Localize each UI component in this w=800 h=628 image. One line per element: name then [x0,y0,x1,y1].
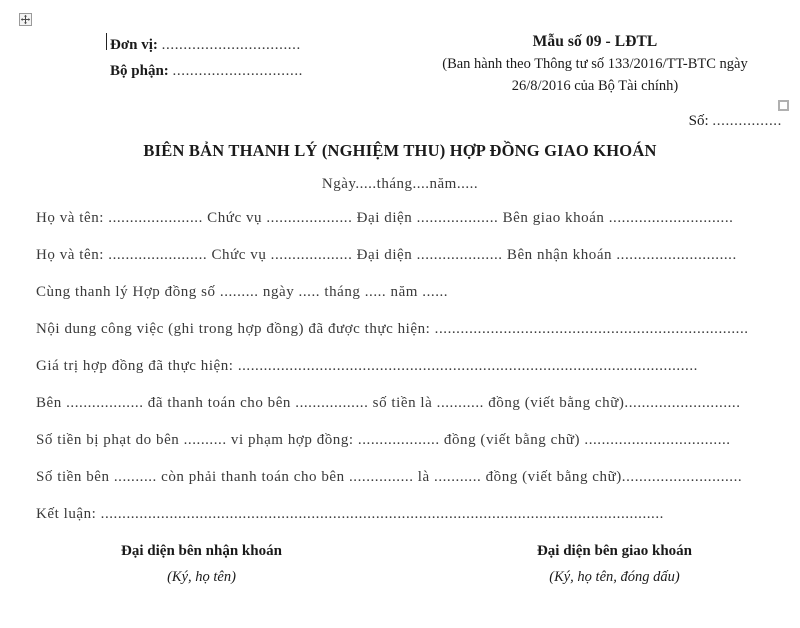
form-line-so-tien-con-phai-thanh-toan[interactable] [36,467,780,504]
form-line-ket-luan[interactable] [36,504,780,541]
unit-label: Đơn vị: [110,37,158,53]
department-fill-dots[interactable]: .............................. [172,63,304,79]
department-row [110,58,370,84]
form-line-text: Cùng thanh lý Hợp đồng số ......... ngày ..... tháng ..... năm ...... [36,284,449,300]
text-cursor [106,33,107,50]
form-line-text: Kết luận: ................................................................................................................................... [36,506,664,522]
form-line-text: Họ và tên: ...................... Chức vụ .................... Đại diện ................... Bên giao khoán ............................. [36,210,734,226]
form-line-so-tien-bi-phat[interactable] [36,430,780,467]
document-date-text[interactable]: Ngày.....tháng....năm..... [321,176,479,192]
form-line-ben-da-thanh-toan[interactable] [36,393,780,430]
document-date-line [0,176,800,193]
page-title: BIÊN BẢN THANH LÝ (NGHIỆM THU) HỢP ĐỒNG GIAO KHOÁN [143,141,657,160]
document-number-label: Số: [688,113,709,129]
signature-column-assigner [427,540,780,588]
form-line-text: Giá trị hợp đồng đã thực hiện: ........................................................................................................... [36,358,698,374]
document-number-fill-dots[interactable]: ................ [712,113,782,129]
header-right-block [400,31,790,96]
form-code: Mẫu số 09 - LĐTL [532,33,658,50]
form-line-text: Số tiền bị phạt do bên .......... vi phạm hợp đồng: ................... đồng (viết bằng chữ) .................................. [36,432,731,448]
department-label: Bộ phận: [110,63,169,79]
signature-note-assigner: (Ký, họ tên, đóng dấu) [549,569,680,585]
document-number-row [400,113,782,130]
form-line-noi-dung-cong-viec[interactable] [36,319,780,356]
form-line-text: Số tiền bên .......... còn phải thanh toán cho bên ............... là ........... đồng (viết bằng chữ)............................ [36,469,743,485]
move-arrows-icon [20,14,31,25]
signature-column-receiver [36,540,427,588]
signature-title-receiver: Đại diện bên nhận khoán [121,543,282,559]
signature-block [36,540,780,588]
circular-reference-line1: (Ban hành theo Thông tư số 133/2016/TT-BTC ngày [442,56,748,72]
form-body [36,208,780,541]
unit-row [110,32,370,58]
header-left-block [110,32,370,84]
form-line-text: Bên .................. đã thanh toán cho bên ................. số tiền là ........... đồng (viết bằng chữ)........................... [36,395,741,411]
signature-note-receiver: (Ký, họ tên) [167,569,236,585]
form-line-gia-tri-hop-dong[interactable] [36,356,780,393]
form-line-ho-va-ten-nhan[interactable] [36,245,780,282]
table-resize-handle[interactable] [778,100,789,111]
signature-title-assigner: Đại diện bên giao khoán [536,543,693,559]
form-line-text: Họ và tên: ....................... Chức vụ ................... Đại diện .................... Bên nhận khoán ............................ [36,247,737,263]
circular-reference-line2: 26/8/2016 của Bộ Tài chính) [511,78,679,94]
form-line-ho-va-ten-giao[interactable] [36,208,780,245]
form-line-text: Nội dung công việc (ghi trong hợp đồng) đã được thực hiện: ......................................................................... [36,321,749,337]
table-move-handle[interactable] [19,13,32,26]
form-line-cung-thanh-ly[interactable] [36,282,780,319]
unit-fill-dots[interactable]: ................................ [161,37,301,53]
